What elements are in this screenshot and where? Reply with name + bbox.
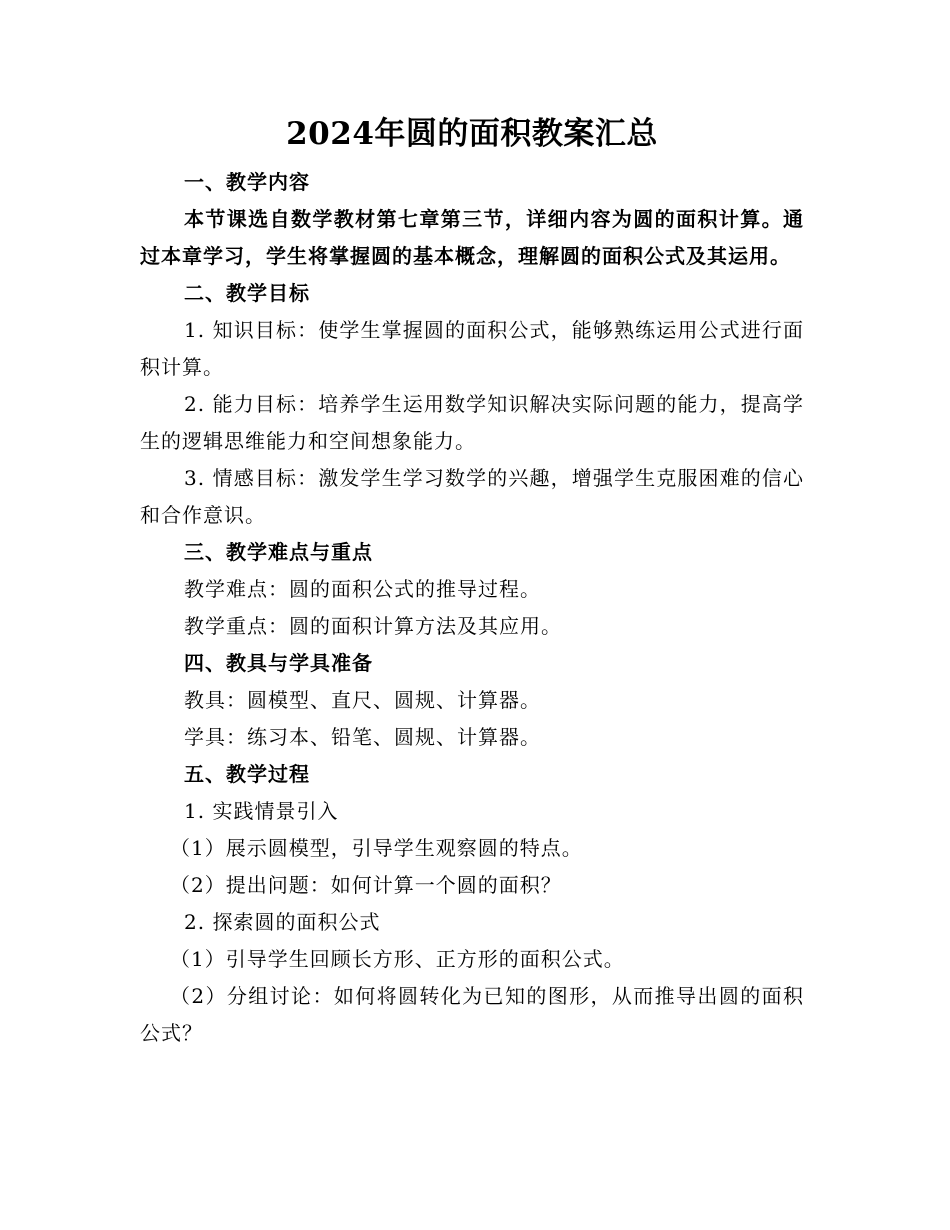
body-paragraph: （1）展示圆模型，引导学生观察圆的特点。 [170, 836, 583, 860]
body-paragraph: 3. 情感目标：激发学生学习数学的兴趣，增强学生克服困难的信心和合作意识。 [140, 466, 804, 527]
section-heading: 三、教学难点与重点 [184, 540, 373, 564]
body-paragraph: 2. 能力目标：培养学生运用数学知识解决实际问题的能力，提高学生的逻辑思维能力和空间想象能力。 [140, 392, 804, 453]
body-paragraph: （2）提出问题：如何计算一个圆的面积？ [170, 873, 562, 897]
section-heading: 四、教具与学具准备 [184, 651, 373, 675]
body-paragraph: 学具：练习本、铅笔、圆规、计算器。 [184, 725, 541, 749]
section-heading: 二、教学目标 [184, 281, 310, 305]
body-paragraph: 教具：圆模型、直尺、圆规、计算器。 [184, 688, 541, 712]
body-paragraph: （2）分组讨论：如何将圆转化为已知的图形，从而推导出圆的面积公式？ [140, 984, 804, 1045]
body-paragraph: （1）引导学生回顾长方形、正方形的面积公式。 [170, 947, 625, 971]
body-paragraph: 1. 知识目标：使学生掌握圆的面积公式，能够熟练运用公式进行面积计算。 [140, 318, 804, 379]
body-paragraph: 2. 探索圆的面积公式 [184, 910, 381, 934]
section-heading: 一、教学内容 [184, 170, 310, 194]
body-paragraph: 教学难点：圆的面积公式的推导过程。 [184, 577, 541, 601]
body-paragraph: 1. 实践情景引入 [184, 799, 339, 823]
document-title: 2024年圆的面积教案汇总 [286, 116, 658, 152]
document-page [140, 112, 804, 1052]
body-paragraph: 教学重点：圆的面积计算方法及其应用。 [184, 614, 562, 638]
section-heading: 五、教学过程 [184, 762, 310, 786]
document-body [140, 164, 804, 1052]
section-heading: 本节课选自数学教材第七章第三节，详细内容为圆的面积计算。通过本章学习，学生将掌握圆的基本概念，理解圆的面积公式及其运用。 [140, 207, 804, 268]
